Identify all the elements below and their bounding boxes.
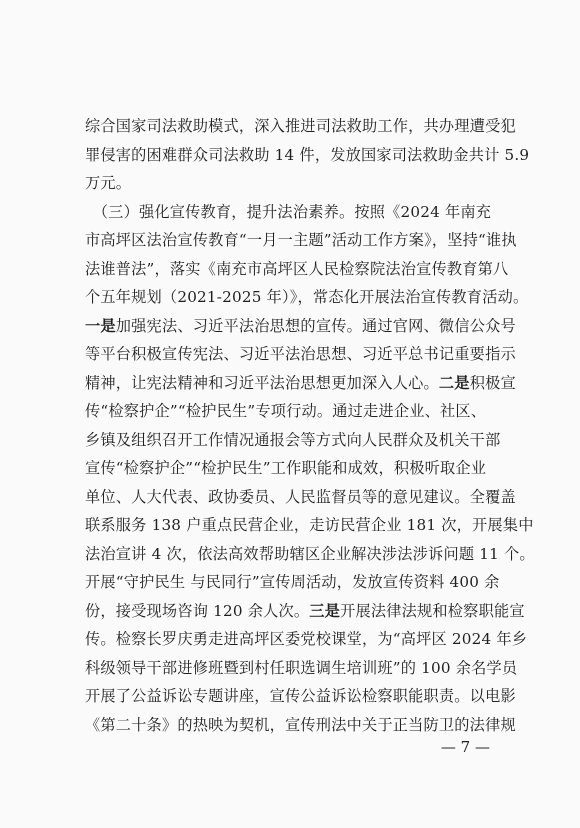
- text-line: [85, 255, 509, 284]
- text-line: [85, 112, 516, 141]
- text-segment: 传“检察护企”“检护民生”专项行动。通过走进企业、社区、: [85, 402, 487, 420]
- text-segment: （三）强化宣传教育，提升法治素养。按照《2024 年南充: [85, 202, 492, 221]
- bold-lead-phrase: 三是: [309, 601, 341, 620]
- text-segment: 法治宣讲 4 次，依法高效帮助辖区企业解决涉法涉诉问题 11 个。: [85, 544, 535, 563]
- text-segment: 等平台积极宣传宪法、习近平法治思想、习近平总书记重要指示: [85, 345, 516, 363]
- text-segment: 科级领导干部进修班暨到村任职选调生培训班”的 100 余名学员: [85, 658, 518, 677]
- text-line: [85, 283, 529, 312]
- text-segment: 传。检察长罗庆勇走进高坪区委党校课堂，为“高坪区 2024 年乡: [85, 630, 528, 648]
- text-line: [85, 340, 516, 369]
- text-line: [85, 454, 505, 483]
- text-segment: 《第二十条》的热映为契机，宣传刑法中关于正当防卫的法律规: [85, 715, 516, 734]
- text-line: [85, 711, 516, 740]
- text-segment: 积极宣: [469, 373, 516, 392]
- bold-lead-phrase: 一是: [85, 316, 116, 335]
- text-segment: 综合国家司法救助模式，深入推进司法救助工作，共办理遭受犯: [85, 117, 516, 135]
- page-number: — 7 —: [440, 738, 490, 756]
- text-line: [85, 511, 534, 540]
- text-line: [85, 397, 505, 426]
- text-segment: 罪侵害的困难群众司法救助 14 件，发放国家司法救助金共计 5.9: [85, 145, 530, 164]
- text-line: [85, 654, 518, 683]
- text-line: [85, 141, 530, 170]
- text-segment: 个五年规划（2021-2025 年）》，常态化开展法治宣传教育活动。: [85, 288, 529, 306]
- text-segment: 单位、人大代表、政协委员、人民监督员等的意见建议。全覆盖: [85, 487, 516, 506]
- text-segment: 份，接受现场咨询 120 余人次。: [85, 601, 310, 620]
- text-line: [85, 682, 516, 711]
- text-segment: 联系服务 138 户重点民营企业，走访民营企业 181 次，开展集中: [85, 516, 534, 534]
- text-segment: 宣传“检察护企”“检护民生”工作职能和成效，积极听取企业: [85, 459, 487, 477]
- text-line: [85, 483, 516, 512]
- text-segment: 乡镇及组织召开工作情况通报会等方式向人民群众及机关干部: [85, 430, 501, 449]
- text-segment: 加强宪法、习近平法治思想的宣传。通过官网、微信公众号: [115, 316, 516, 335]
- text-segment: 万元。: [85, 174, 132, 192]
- text-line: [85, 540, 535, 569]
- text-line: [85, 198, 505, 227]
- text-line: [85, 312, 516, 341]
- text-line: [85, 169, 505, 198]
- body-text: [85, 112, 535, 739]
- text-segment: 开展了公益诉讼专题讲座，宣传公益诉讼检察职能职责。以电影: [85, 687, 516, 705]
- bold-lead-phrase: 二是: [438, 373, 470, 392]
- text-line: [85, 369, 516, 398]
- text-segment: 开展“守护民生 与民同行”宣传周活动，发放宣传资料 400 余: [85, 573, 500, 591]
- text-segment: 市高坪区法治宣传教育“一月一主题”活动工作方案》，坚持“谁执: [85, 231, 517, 249]
- text-segment: 法谁普法”，落实《南充市高坪区人民检察院法治宣传教育第八: [85, 259, 509, 278]
- text-line: [85, 426, 505, 455]
- text-line: [85, 625, 528, 654]
- text-segment: 开展法律法规和检察职能宣: [340, 601, 525, 620]
- text-line: [85, 568, 505, 597]
- text-line: [85, 597, 525, 626]
- text-segment: 精神，让宪法精神和习近平法治思想更加深入人心。: [85, 373, 439, 392]
- text-line: [85, 226, 517, 255]
